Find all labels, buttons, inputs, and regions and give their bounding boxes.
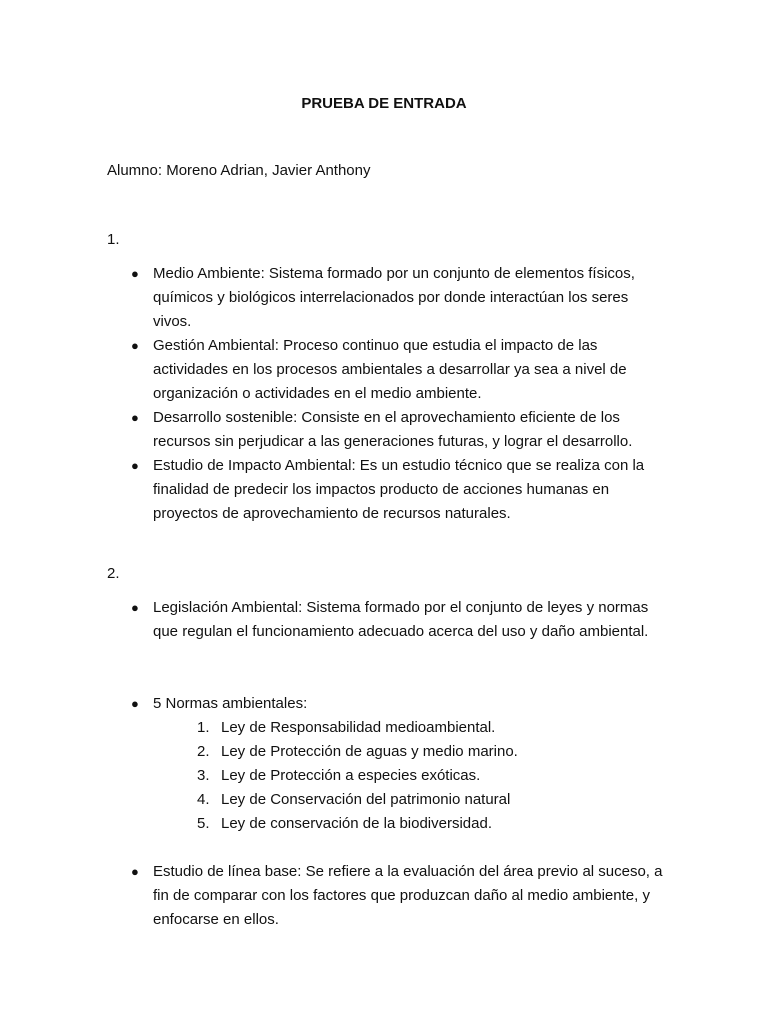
bullet-icon: ● [131,696,139,711]
definition-text: Medio Ambiente: Sistema formado por un conjunto de elementos físicos, químicos y biológicos interrelacionados por donde interactúan los seres vivos. [153,265,635,330]
bullet-icon: ● [131,410,139,425]
list-item [107,454,667,526]
norm-text: Ley de Responsabilidad medioambiental. [221,719,496,736]
definition-text: Gestión Ambiental: Proceso continuo que estudia el impacto de las actividades en los procesos ambientales a desarrollar ya sea a nivel de organización o actividades en el medio ambiente. [153,337,627,402]
norm-item [153,764,667,788]
norm-number: 5. [197,815,210,832]
section-2-baseline-list [107,860,667,932]
bullet-icon: ● [131,458,139,473]
norm-item [153,788,667,812]
norm-number: 3. [197,767,210,784]
norms-numbered-list [153,716,667,836]
norm-item [153,740,667,764]
bullet-icon: ● [131,266,139,281]
bullet-icon: ● [131,864,139,879]
list-item [107,860,667,932]
list-item [107,596,667,644]
definition-text: Legislación Ambiental: Sistema formado por el conjunto de leyes y normas que regulan el funcionamiento adecuado acerca del uso y daño ambiental. [153,599,649,640]
norm-text: Ley de conservación de la biodiversidad. [221,815,493,832]
norm-text: Ley de Protección a especies exóticas. [221,767,481,784]
list-item [107,406,667,454]
section-2-norms-list [107,692,667,836]
list-item [107,334,667,406]
section-1-list [107,262,667,526]
definition-text: Desarrollo sostenible: Consiste en el aprovechamiento eficiente de los recursos sin perjudicar a las generaciones futuras, y lograr el desarrollo. [153,409,633,450]
definition-text: Estudio de línea base: Se refiere a la evaluación del área previo al suceso, a fin de comparar con los factores que produzcan daño al medio ambiente, y enfocarse en ellos. [153,863,663,928]
norm-text: Ley de Protección de aguas y medio marino. [221,743,518,760]
norm-number: 1. [197,719,210,736]
norm-number: 2. [197,743,210,760]
question-number-1: 1. [107,231,120,248]
section-2-legislation-list [107,596,667,644]
norm-text: Ley de Conservación del patrimonio natural [221,791,511,808]
bullet-icon: ● [131,338,139,353]
document-title: PRUEBA DE ENTRADA [301,95,467,112]
bullet-icon: ● [131,600,139,615]
student-name: Alumno: Moreno Adrian, Javier Anthony [107,162,371,179]
list-item [107,692,667,836]
question-number-2: 2. [107,565,120,582]
list-item [107,262,667,334]
norm-number: 4. [197,791,210,808]
norms-heading: 5 Normas ambientales: [153,695,308,712]
norm-item [153,716,667,740]
definition-text: Estudio de Impacto Ambiental: Es un estudio técnico que se realiza con la finalidad de predecir los impactos producto de acciones humanas en proyectos de aprovechamiento de recursos naturales. [153,457,645,522]
norm-item [153,812,667,836]
